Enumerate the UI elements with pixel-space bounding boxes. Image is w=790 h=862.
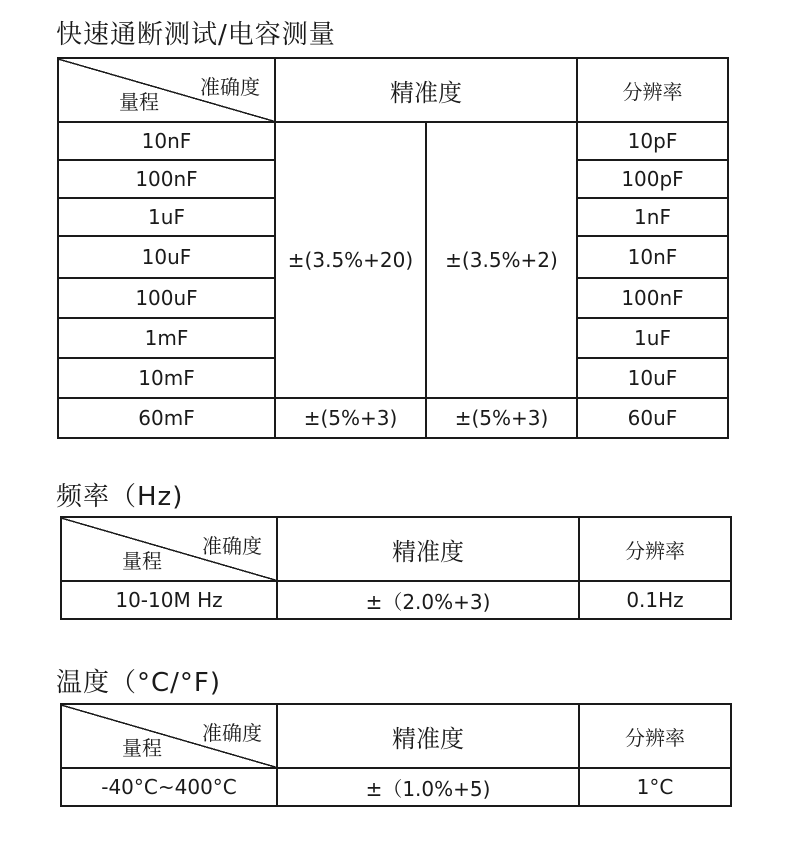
table-header-row: [61, 704, 731, 768]
accuracy-cell: ±（1.0%+5): [277, 768, 579, 806]
frequency-table: [60, 516, 732, 620]
diagonal-header-cell: [58, 58, 275, 122]
range-cell: 100nF: [58, 160, 275, 198]
range-cell: 1mF: [58, 318, 275, 358]
header-resolution: 分辨率: [579, 704, 731, 768]
resolution-cell: 10nF: [577, 236, 728, 278]
table-header-row: [61, 517, 731, 581]
range-cell: 10mF: [58, 358, 275, 398]
resolution-cell: 10pF: [577, 122, 728, 160]
range-cell: -40°C~400°C: [61, 768, 277, 806]
capacitance-table: [57, 57, 729, 439]
resolution-cell: 1°C: [579, 768, 731, 806]
accuracy-cell-b: ±(5%+3): [426, 398, 577, 438]
header-precision: 精准度: [277, 517, 579, 581]
resolution-cell: 10uF: [577, 358, 728, 398]
diagonal-header-cell: [61, 704, 277, 768]
resolution-cell: 1uF: [577, 318, 728, 358]
accuracy-cell-a: ±(5%+3): [275, 398, 426, 438]
resolution-cell: 100nF: [577, 278, 728, 318]
resolution-cell: 60uF: [577, 398, 728, 438]
accuracy-cell: ±（2.0%+3): [277, 581, 579, 619]
range-cell: 10uF: [58, 236, 275, 278]
table-row: [58, 398, 728, 438]
header-accuracy-label: 准确度: [200, 75, 260, 99]
resolution-cell: 1nF: [577, 198, 728, 236]
range-cell: 10-10M Hz: [61, 581, 277, 619]
frequency-title: 频率（Hz): [56, 482, 184, 512]
diagonal-header-cell: [61, 517, 277, 581]
resolution-cell: 0.1Hz: [579, 581, 731, 619]
range-cell: 1uF: [58, 198, 275, 236]
table-row: [58, 122, 728, 160]
header-range-label: 量程: [122, 549, 162, 573]
table-row: [61, 581, 731, 619]
header-accuracy-label: 准确度: [202, 721, 262, 745]
header-resolution: 分辨率: [579, 517, 731, 581]
header-range-label: 量程: [122, 736, 162, 760]
accuracy-cell-merged-a: ±(3.5%+20): [275, 122, 426, 398]
range-cell: 60mF: [58, 398, 275, 438]
table-row: [61, 768, 731, 806]
header-precision: 精准度: [275, 58, 577, 122]
temperature-table: [60, 703, 732, 807]
range-cell: 100uF: [58, 278, 275, 318]
header-accuracy-label: 准确度: [202, 534, 262, 558]
temperature-title: 温度（°C/°F): [56, 668, 222, 698]
header-resolution: 分辨率: [577, 58, 728, 122]
header-precision: 精准度: [277, 704, 579, 768]
accuracy-cell-merged-b: ±(3.5%+2): [426, 122, 577, 398]
table-header-row: [58, 58, 728, 122]
header-range-label: 量程: [119, 90, 159, 114]
resolution-cell: 100pF: [577, 160, 728, 198]
capacitance-title: 快速通断测试/电容测量: [56, 20, 336, 50]
range-cell: 10nF: [58, 122, 275, 160]
